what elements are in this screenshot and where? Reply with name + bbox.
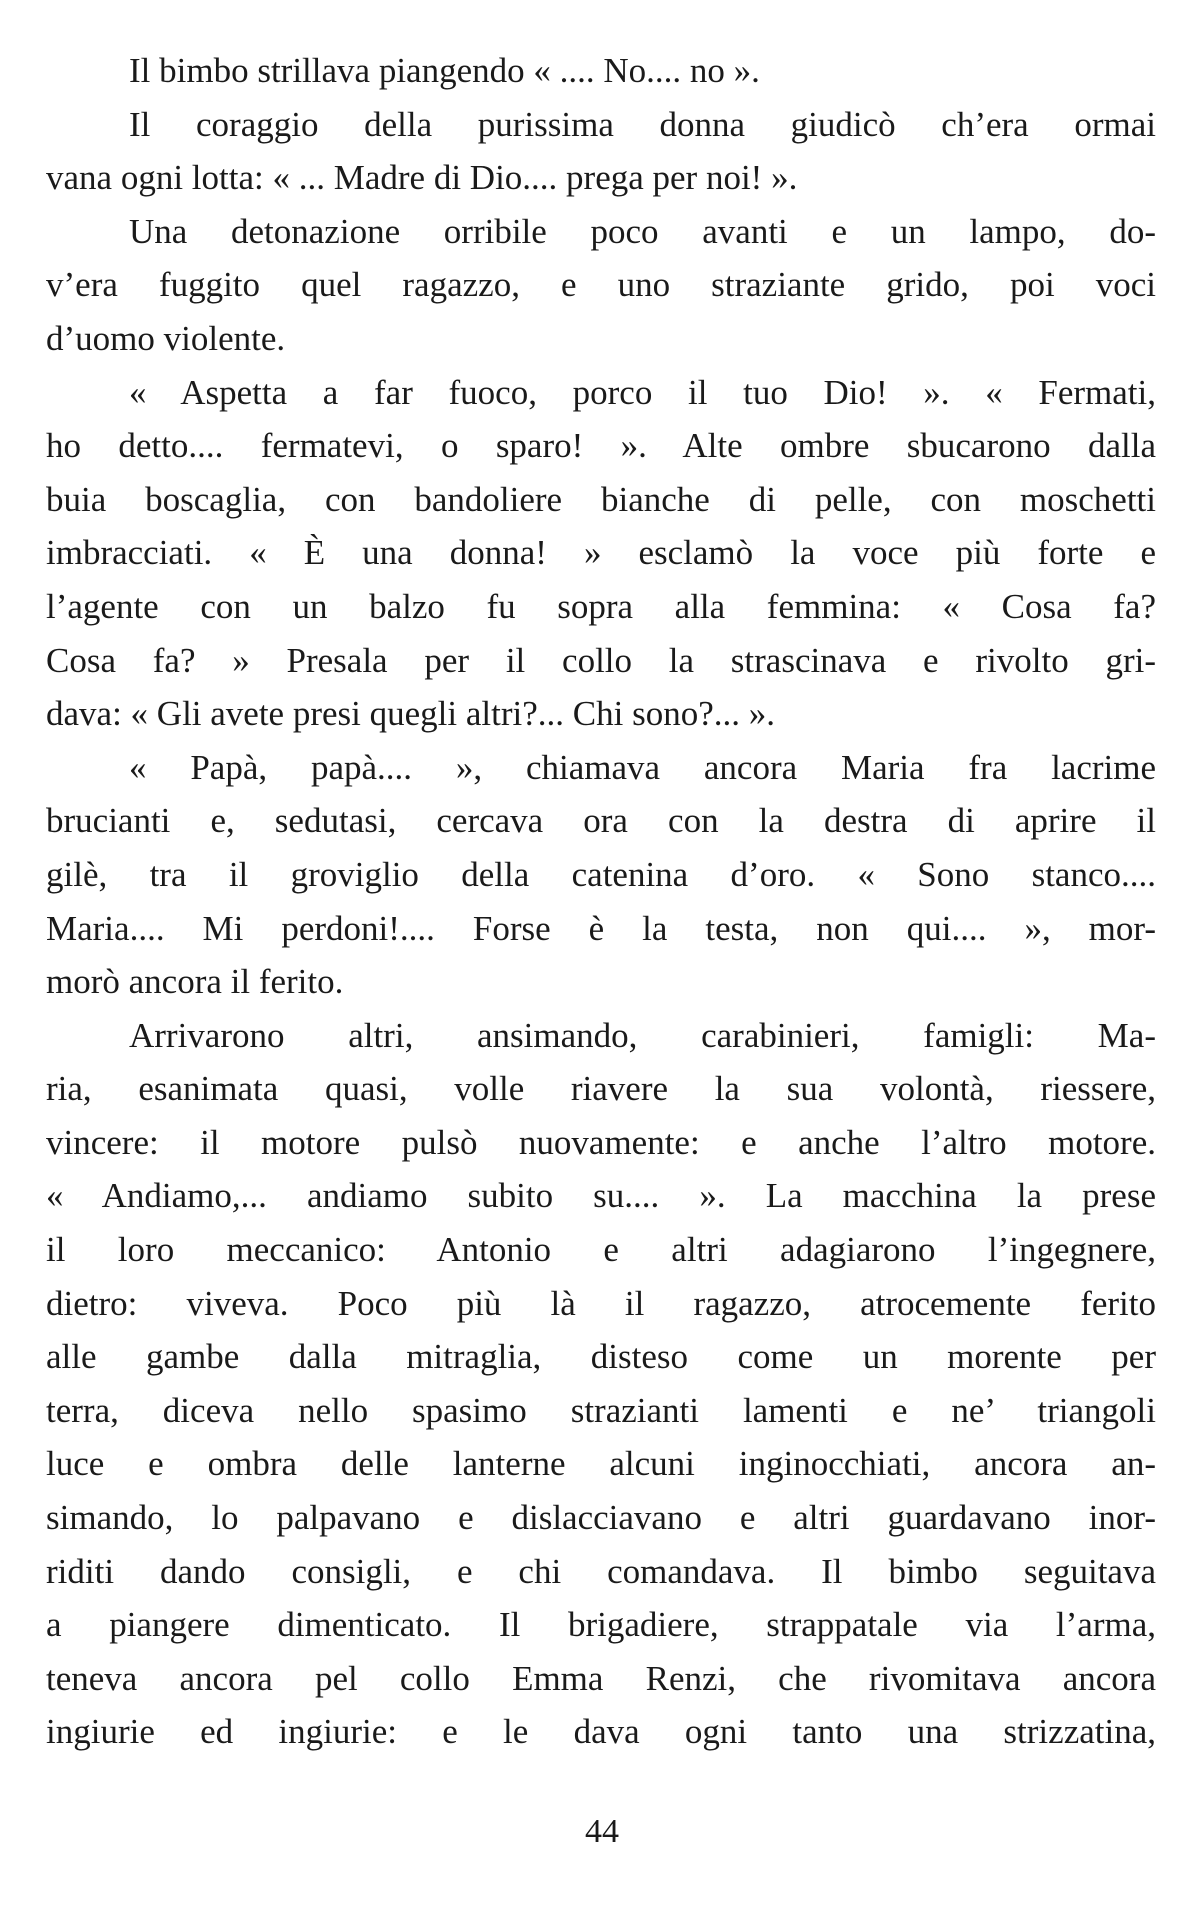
text-line: vincere: il motore pulsò nuovamente: e anche l’altro motore.	[46, 1122, 1156, 1162]
text-line: « Andiamo,... andiamo subito su.... ». La macchina la prese	[46, 1176, 1156, 1216]
text-line: imbracciati. « È una donna! » esclamò la voce più forte e	[46, 533, 1156, 573]
text-line: alle gambe dalla mitraglia, disteso come un morente per	[46, 1337, 1156, 1377]
text-line: vana ogni lotta: « ... Madre di Dio.... prega per noi! ».	[46, 158, 798, 198]
text-line: « Aspetta a far fuoco, porco il tuo Dio! ». « Fermati,	[129, 372, 1156, 412]
text-line: Cosa fa? » Presala per il collo la strascinava e rivolto gri-	[46, 640, 1156, 680]
text-line: gilè, tra il groviglio della catenina d’oro. « Sono stanco....	[46, 854, 1156, 894]
text-line: ingiurie ed ingiurie: e le dava ogni tanto una strizzatina,	[46, 1712, 1156, 1752]
text-line: « Papà, papà.... », chiamava ancora Maria fra lacrime	[129, 747, 1156, 787]
text-line: Maria.... Mi perdoni!.... Forse è la testa, non qui.... », mor-	[46, 908, 1156, 948]
text-line: ho detto.... fermatevi, o sparo! ». Alte ombre sbucarono dalla	[46, 426, 1156, 466]
text-line: morò ancora il ferito.	[46, 962, 344, 1002]
text-line: riditi dando consigli, e chi comandava. Il bimbo seguitava	[46, 1551, 1156, 1591]
page-number: 44	[585, 1813, 619, 1850]
text-line: l’agente con un balzo fu sopra alla femmina: « Cosa fa?	[46, 586, 1156, 626]
text-line: terra, diceva nello spasimo strazianti lamenti e ne’ triangoli	[46, 1390, 1156, 1430]
text-line: a piangere dimenticato. Il brigadiere, strappatale via l’arma,	[46, 1605, 1156, 1645]
body-text	[46, 44, 1156, 1759]
text-line: Il coraggio della purissima donna giudicò ch’era ormai	[129, 104, 1156, 144]
text-line: luce e ombra delle lanterne alcuni inginocchiati, ancora an-	[46, 1444, 1156, 1484]
text-line: v’era fuggito quel ragazzo, e uno straziante grido, poi voci	[46, 265, 1156, 305]
text-line: Il bimbo strillava piangendo « .... No.... no ».	[129, 51, 760, 90]
text-line: dava: « Gli avete presi quegli altri?... Chi sono?... ».	[46, 694, 775, 734]
text-line: simando, lo palpavano e dislacciavano e altri guardavano inor-	[46, 1498, 1156, 1538]
text-line: dietro: viveva. Poco più là il ragazzo, atrocemente ferito	[46, 1283, 1156, 1323]
text-line: d’uomo violente.	[46, 318, 286, 358]
text-line: teneva ancora pel collo Emma Renzi, che rivomitava ancora	[46, 1658, 1156, 1698]
text-line: ria, esanimata quasi, volle riavere la sua volontà, riessere,	[46, 1069, 1156, 1109]
text-line: il loro meccanico: Antonio e altri adagiarono l’ingegnere,	[46, 1230, 1156, 1270]
text-line: buia boscaglia, con bandoliere bianche di pelle, con moschetti	[46, 479, 1156, 519]
text-line: brucianti e, sedutasi, cercava ora con la destra di aprire il	[46, 801, 1156, 841]
text-line: Una detonazione orribile poco avanti e un lampo, do-	[129, 211, 1156, 251]
text-line: Arrivarono altri, ansimando, carabinieri, famigli: Ma-	[129, 1015, 1156, 1055]
